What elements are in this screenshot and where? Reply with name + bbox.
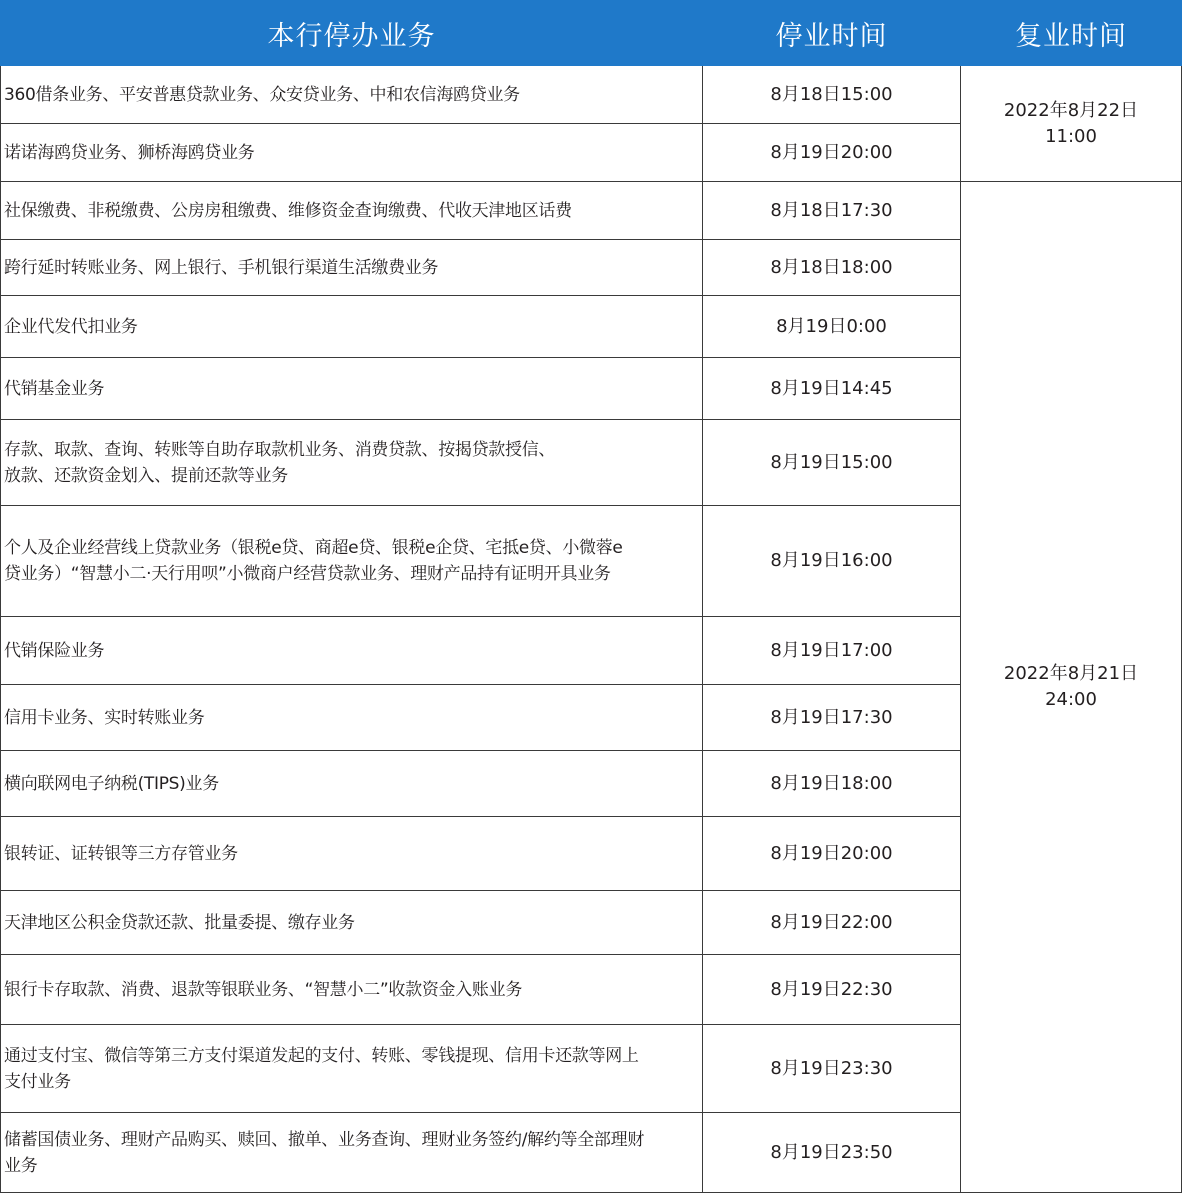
stop-time-cell: 8月19日20:00 — [703, 817, 961, 891]
business-text: 跨行延时转账业务、网上银行、手机银行渠道生活缴费业务 — [4, 257, 439, 278]
stop-time-cell: 8月19日17:30 — [703, 685, 961, 751]
business-text: 业务 — [4, 1155, 38, 1176]
stop-time-cell: 8月18日15:00 — [703, 66, 961, 124]
resume-hour: 11:00 — [1045, 125, 1097, 147]
stop-time-cell: 8月19日20:00 — [703, 124, 961, 182]
business-cell — [1, 685, 703, 751]
stop-time-cell: 8月18日17:30 — [703, 182, 961, 240]
business-text: 诺诺海鸥贷业务、狮桥海鸥贷业务 — [4, 142, 255, 163]
stop-time-cell: 8月19日22:30 — [703, 955, 961, 1025]
table-header-row — [1, 1, 1182, 66]
business-cell — [1, 617, 703, 685]
resume-hour: 24:00 — [1045, 689, 1097, 710]
business-text: 个人及企业经营线上贷款业务（银税e贷、商超e贷、银税e企贷、宅抵e贷、小微蓉e — [4, 538, 623, 558]
business-text: 社保缴费、非税缴费、公房房租缴费、维修资金查询缴费、代收天津地区话费 — [4, 200, 572, 221]
business-text: 储蓄国债业务、理财产品购买、赎回、撤单、业务查询、理财业务签约/解约等全部理财 — [4, 1129, 645, 1150]
business-text: 贷业务）“智慧小二·天行用呗”小微商户经营贷款业务、理财产品持有证明开具业务 — [4, 564, 611, 584]
business-text: 代销保险业务 — [4, 640, 105, 661]
business-text: 代销基金业务 — [4, 378, 105, 399]
stop-time-cell: 8月19日23:30 — [703, 1025, 961, 1113]
business-cell — [1, 296, 703, 358]
business-cell — [1, 955, 703, 1025]
stop-time-cell: 8月19日23:50 — [703, 1113, 961, 1193]
business-cell — [1, 751, 703, 817]
stop-time-cell: 8月19日0:00 — [703, 296, 961, 358]
table-row — [1, 182, 1182, 240]
business-text: 银转证、证转银等三方存管业务 — [4, 843, 238, 864]
header-resume-time: 复业时间 — [961, 1, 1182, 66]
stop-time-cell: 8月18日18:00 — [703, 240, 961, 296]
business-cell — [1, 891, 703, 955]
header-stop-time: 停业时间 — [703, 1, 961, 66]
stop-time-cell: 8月19日22:00 — [703, 891, 961, 955]
stop-time-cell: 8月19日15:00 — [703, 420, 961, 506]
business-text: 企业代发代扣业务 — [4, 316, 138, 337]
business-cell — [1, 66, 703, 124]
stop-time-cell: 8月19日16:00 — [703, 506, 961, 617]
business-cell — [1, 358, 703, 420]
stop-time-cell: 8月19日18:00 — [703, 751, 961, 817]
business-text: 支付业务 — [4, 1071, 71, 1092]
table-row — [1, 66, 1182, 124]
business-cell — [1, 1113, 703, 1193]
business-text: 360借条业务、平安普惠贷款业务、众安贷业务、中和农信海鸥贷业务 — [4, 84, 520, 105]
business-text: 天津地区公积金贷款还款、批量委提、缴存业务 — [4, 912, 355, 933]
resume-date: 2022年8月21日 — [1003, 663, 1139, 684]
business-cell — [1, 240, 703, 296]
business-text: 信用卡业务、实时转账业务 — [4, 707, 205, 728]
business-cell — [1, 1025, 703, 1113]
business-text: 放款、还款资金划入、提前还款等业务 — [4, 465, 288, 486]
business-text: 存款、取款、查询、转账等自助存取款机业务、消费贷款、按揭贷款授信、 — [4, 439, 556, 460]
stop-time-cell: 8月19日14:45 — [703, 358, 961, 420]
business-text: 横向联网电子纳税(TIPS)业务 — [4, 773, 219, 794]
business-cell — [1, 506, 703, 617]
business-cell — [1, 817, 703, 891]
business-text: 银行卡存取款、消费、退款等银联业务、“智慧小二”收款资金入账业务 — [4, 979, 523, 1000]
stop-time-cell: 8月19日17:00 — [703, 617, 961, 685]
business-text: 通过支付宝、微信等第三方支付渠道发起的支付、转账、零钱提现、信用卡还款等网上 — [4, 1045, 639, 1066]
business-cell — [1, 182, 703, 240]
resume-time-cell — [961, 66, 1182, 182]
business-cell — [1, 124, 703, 182]
business-cell — [1, 420, 703, 506]
header-business: 本行停办业务 — [1, 1, 703, 66]
resume-time-cell — [961, 182, 1182, 1193]
resume-date: 2022年8月22日 — [1003, 99, 1139, 121]
